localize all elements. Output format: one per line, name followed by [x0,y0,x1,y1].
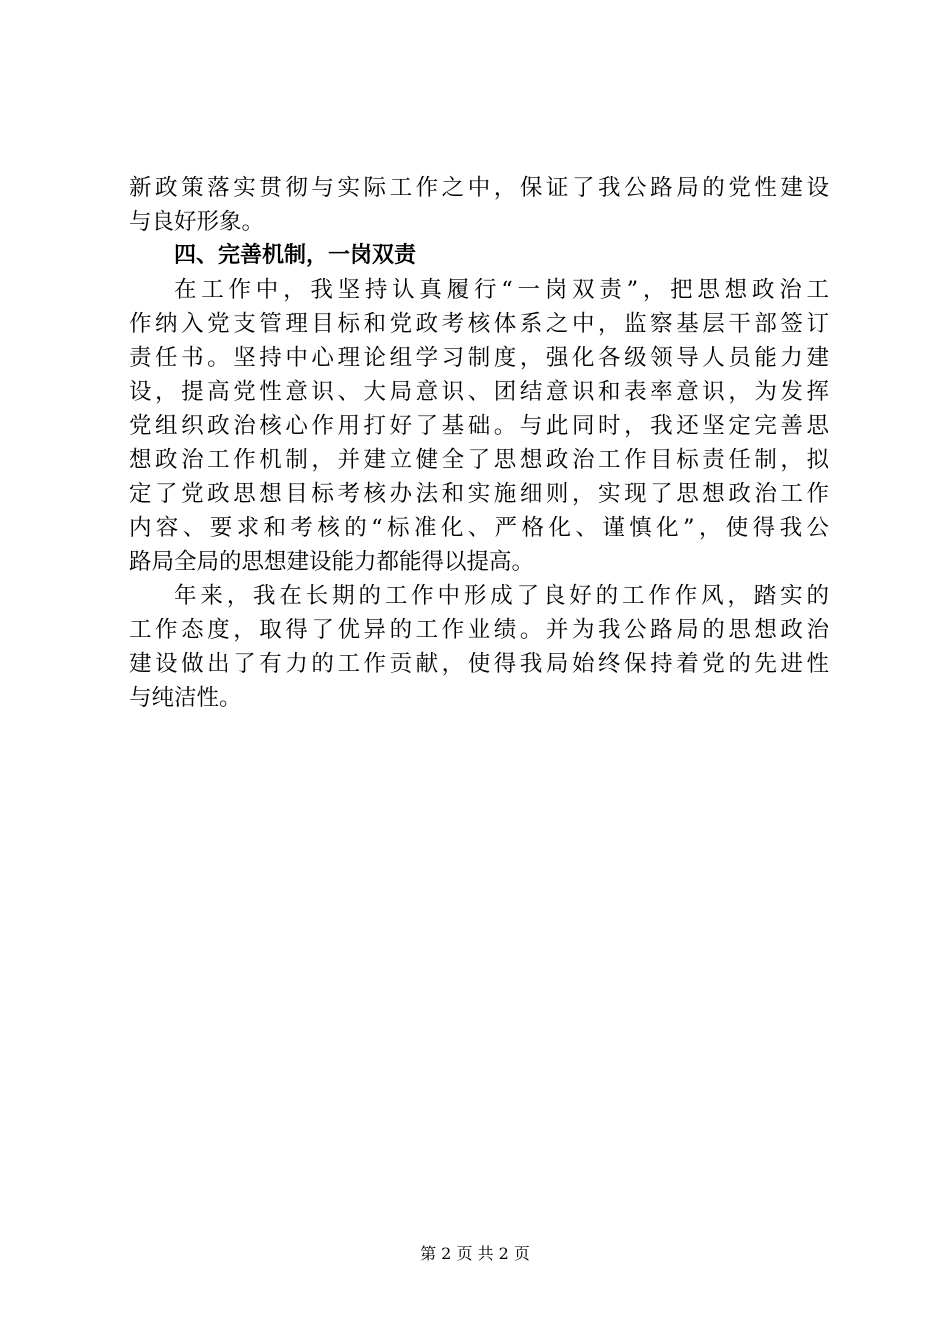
text-line: 新政策落实贯彻与实际工作之中，保证了我公路局的党性建设 [129,175,829,201]
text-line: 与纯洁性。 [129,685,242,711]
page-footer [0,1242,950,1266]
paragraph-mechanism [129,273,829,579]
text-line: 党组织政治核心作用打好了基础。与此同时，我还坚定完善思 [129,413,829,439]
paragraph-continuation [129,171,829,239]
document-body [129,171,829,715]
text-line: 建设做出了有力的工作贡献，使得我局始终保持着党的先进性 [129,651,829,677]
text-line: 与良好形象。 [129,209,265,235]
text-line: 定了党政思想目标考核办法和实施细则，实现了思想政治工作 [129,481,829,507]
page-number: 第 2 页 共 2 页 [420,1244,530,1263]
section-heading: 四、完善机制，一岗双责 [174,243,417,268]
text-line: 设，提高党性意识、大局意识、团结意识和表率意识，为发挥 [129,379,829,405]
text-line: 内容、要求和考核的“标准化、严格化、谨慎化”，使得我公 [129,515,829,541]
text-line: 想政治工作机制，并建立健全了思想政治工作目标责任制，拟 [129,447,829,473]
text-line: 工作态度，取得了优异的工作业绩。并为我公路局的思想政治 [129,617,829,643]
text-line: 在工作中，我坚持认真履行“一岗双责”，把思想政治工 [174,277,829,303]
text-line: 年来，我在长期的工作中形成了良好的工作作风，踏实的 [174,583,829,609]
text-line: 责任书。坚持中心理论组学习制度，强化各级领导人员能力建 [129,345,829,371]
text-line: 路局全局的思想建设能力都能得以提高。 [129,549,535,575]
text-line: 作纳入党支管理目标和党政考核体系之中，监察基层干部签订 [129,311,829,337]
paragraph-summary [129,579,829,715]
